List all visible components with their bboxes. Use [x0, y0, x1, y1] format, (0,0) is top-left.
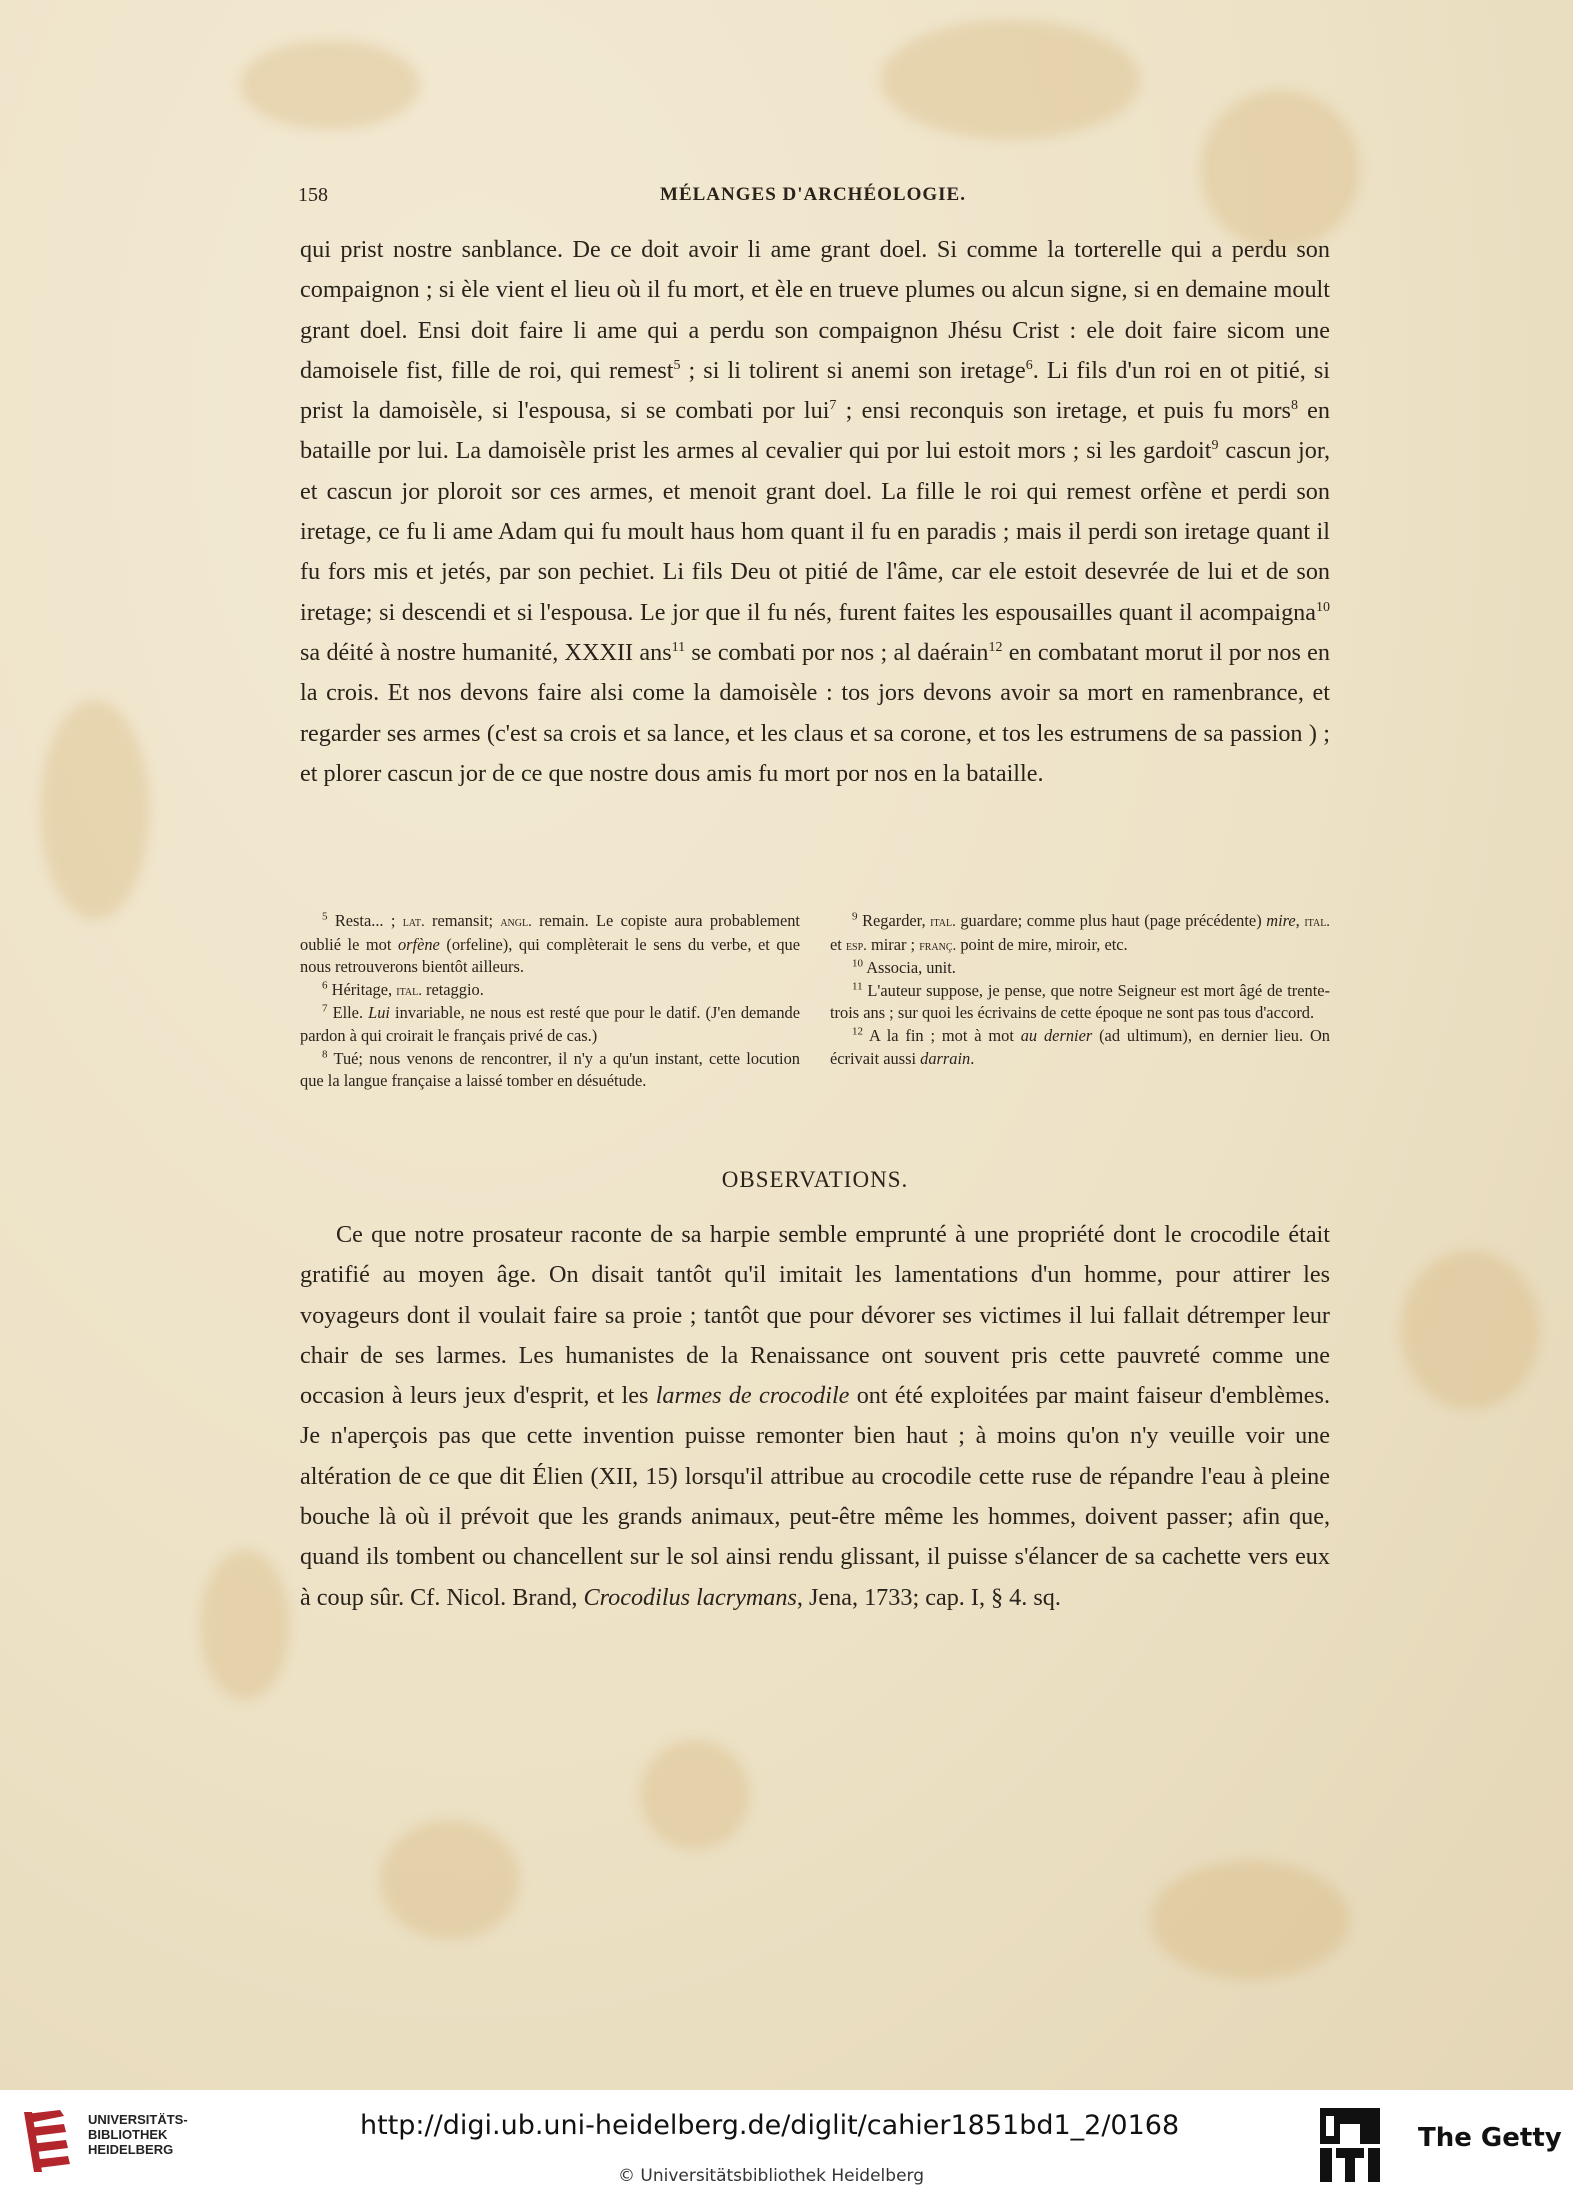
footnote-ref: 9 [1211, 438, 1219, 454]
footnote-9: $^9$ Regarder, ital. guardare; comme plus haut (page précédente) mire, ital. et esp. mirar ; franç. point de mire, miroir, etc. [830, 910, 1330, 954]
text-segment: . Li fils d'un roi en ot pitié, si prist la damoisèle, si l'espousa, si se combati por lui [300, 356, 1331, 425]
text-segment: qui prist nostre sanblance. De ce doit avoir li ame grant doel. Si comme la torterelle qui a perdu son compaignon ; si èle vient el lieu où il fu mort, et èle en trueve plumes ou alcun signe, si en demaine moult grant doel. Ensi doit faire li ame qui a perdu son compaignon Jhésu Crist : ele doit faire sicom une damoisele fist, fille de roi, qui remest [300, 236, 1330, 384]
footnote-ref: 12 [988, 639, 1003, 655]
footnote-5: $^5$ Resta... ; lat. remansit; angl. remain. Le copiste aura probablement oublié le mot orfène (orfeline), qui complèterait le sens du verbe, et que nous retrouverons bientôt ailleurs. [300, 910, 800, 977]
permalink-url[interactable]: http://digi.ub.uni-heidelberg.de/diglit/cahier1851bd1_2/0168 [360, 2110, 1180, 2141]
text-segment: ; ensi reconquis son iretage, et puis fu mors [836, 397, 1291, 425]
observations-title: OBSERVATIONS. [721, 1167, 909, 1192]
copyright-notice: © Universitätsbibliothek Heidelberg [618, 2166, 925, 2186]
footnote-ref: 10 [1316, 599, 1330, 615]
getty-label[interactable]: The Getty [1418, 2123, 1562, 2153]
running-title: MÉLANGES D'ARCHÉOLOGIE. [660, 184, 966, 205]
text-segment: en combatant morut il por nos en la crois. Et nos devons faire alsi come la damoisèle : tos jors devons avoir sa mort en ramenbrance, et regarder ses armes (c'est sa crois et sa lance, et les claus et sa corone, et tos les estrumens de sa passion ) ; et plorer cascun jor de ce que nostre dous amis fu mort por nos en la bataille. [300, 638, 1330, 787]
main-paragraph [300, 230, 1330, 794]
footnote-11: $^{11}$ L'auteur suppose, je pense, que notre Seigneur est mort âgé de trente-trois ans ; sur quoi les écrivains de cette époque ne sont pas tous d'accord. [830, 980, 1330, 1023]
text-segment: sa déité à nostre humanité, XXXII ans [300, 638, 672, 666]
footnote-8: $^8$ Tué; nous venons de rencontrer, il n'y a qu'un instant, cette locution que la langue française a laissé tomber en désuétude. [300, 1048, 800, 1091]
observations-paragraph: Ce que notre prosateur raconte de sa harpie semble emprunté à une propriété dont le crocodile était gratifié au moyen âge. On disait tantôt qu'il imitait les lamentations d'un homme, pour attirer les voyageurs dont il voulait faire sa proie ; tantôt que pour dévorer ses victimes il lui fallait détremper leur chair de ses larmes. Les humanistes de la Renaissance ont souvent pris cette pauvreté comme une occasion à leurs jeux d'esprit, et les larmes de crocodile ont été exploitées par maint faiseur d'emblèmes. Je n'aperçois pas que cette invention puisse remonter bien haut ; à moins qu'on n'y veuille voir une altération de ce que dit Élien (XII, 15) lorsqu'il attribue au crocodile cette ruse de répandre l'eau à pleine bouche là où il prévoit que les grands animaux, peut-être même les hommes, doivent passer; afin que, quand ils tombent ou chancellent sur le sol ainsi rendu glissant, il puisse s'élancer de sa cachette vers eux à coup sûr. Cf. Nicol. Brand, Crocodilus lacrymans, Jena, 1733; cap. I, § 4. sq. [300, 1221, 1330, 1611]
text-segment: se combati por nos ; al daérain [685, 638, 989, 666]
footnote-ref: 11 [671, 639, 686, 655]
text-segment: ; si li tolirent si anemi son iretage [680, 356, 1026, 384]
text-segment: cascun jor, et cascun jor ploroit sor ces armes, et menoit grant doel. La fille le roi qui remest orfène et perdi son iretage, ce fu li ame Adam qui fu moult haus hom quant il fu en paradis ; mais il perdi son iretage quant il fu fors mis et jetés, par son pechiet. Li fils Deu ot pitié de l'âme, car ele estoit desevrée de lui et de son iretage; si descendi et si l'espousa. Le jor que il fu nés, furent faites les espousailles quant il acompaigna [300, 437, 1330, 626]
footnote-ref: 8 [1290, 398, 1298, 414]
ub-heidelberg-logo-icon[interactable] [20, 2106, 76, 2176]
page-header [298, 184, 1328, 214]
footnote-ref: 5 [673, 357, 681, 373]
footnote-7: $^7$ Elle. Lui invariable, ne nous est resté que pour le datif. (J'en demande pardon à qui croirait le français privé de cas.) [300, 1002, 800, 1045]
footnote-ref: 6 [1025, 357, 1033, 373]
text-segment: en bataille por lui. La damoisèle prist les armes al cevalier qui por lui estoit mors ; si les gardoit [300, 397, 1330, 465]
footnotes-right-column [830, 910, 1330, 1093]
footnotes [300, 910, 1330, 1093]
footnote-10: $^{10}$ Associa, unit. [852, 957, 956, 978]
viewer-footer [0, 2090, 1573, 2202]
footnote-ref: 7 [829, 398, 837, 414]
footnote-6: $^6$ Héritage, ital. retaggio. [322, 979, 484, 999]
getty-logo-icon[interactable] [1318, 2106, 1382, 2186]
library-name[interactable]: UNIVERSITÄTS- BIBLIOTHEK HEIDELBERG [88, 2112, 188, 2157]
page-number: 158 [298, 184, 328, 206]
footnote-12: $^{12}$ A la fin ; mot à mot au dernier (ad ultimum), en dernier lieu. On écrivait aussi darrain. [830, 1025, 1330, 1068]
footnotes-left-column [300, 910, 800, 1093]
